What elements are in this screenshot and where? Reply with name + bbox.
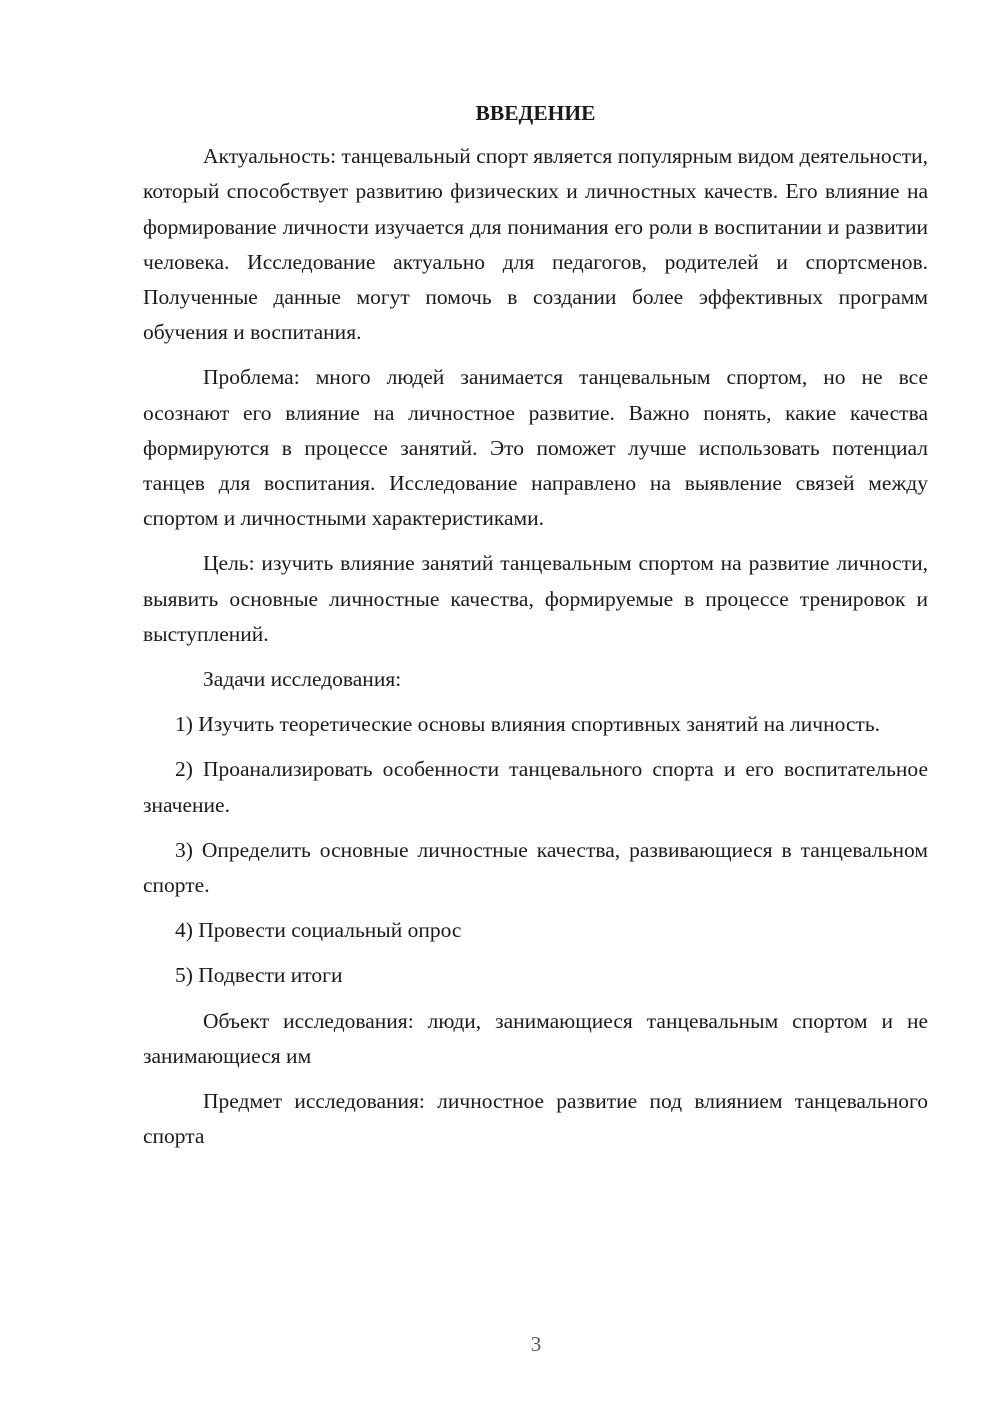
- task-item-2: 2) Проанализировать особенности танцевального спорта и его воспитательное значение.: [143, 757, 928, 817]
- relevance-paragraph: Актуальность: танцевальный спорт является популярным видом деятельности, который способствует развитию физических и личностных качеств. Его влияние на формирование личности изучается для понимания его роли в воспитании и развитии человека. Исследование актуально для педагогов, родителей и спортсменов. Полученные данные могут помочь в создании более эффективных программ обучения и воспитания.: [143, 144, 928, 345]
- task-item-1: 1) Изучить теоретические основы влияния спортивных занятий на личность.: [175, 712, 880, 737]
- goal-paragraph: Цель: изучить влияние занятий танцевальным спортом на развитие личности, выявить основные личностные качества, формируемые в процессе тренировок и выступлений.: [143, 551, 928, 646]
- document-body: [143, 96, 928, 1164]
- tasks-heading: Задачи исследования:: [203, 667, 402, 692]
- section-title: ВВЕДЕНИЕ: [475, 101, 596, 125]
- subject-paragraph: Предмет исследования: личностное развитие под влиянием танцевального спорта: [143, 1089, 928, 1149]
- page-number: 3: [530, 1332, 542, 1356]
- problem-paragraph: Проблема: много людей занимается танцевальным спортом, но не все осознают его влияние на личностное развитие. Важно понять, какие качества формируются в процессе занятий. Это поможет лучше использовать потенциал танцев для воспитания. Исследование направлено на выявление связей между спортом и личностными характеристиками.: [143, 365, 928, 531]
- task-item-5: 5) Подвести итоги: [175, 963, 343, 988]
- object-paragraph: Объект исследования: люди, занимающиеся танцевальным спортом и не занимающиеся им: [143, 1008, 928, 1068]
- task-item-4: 4) Провести социальный опрос: [175, 918, 462, 943]
- task-item-3: 3) Определить основные личностные качества, развивающиеся в танцевальном спорте.: [143, 837, 928, 898]
